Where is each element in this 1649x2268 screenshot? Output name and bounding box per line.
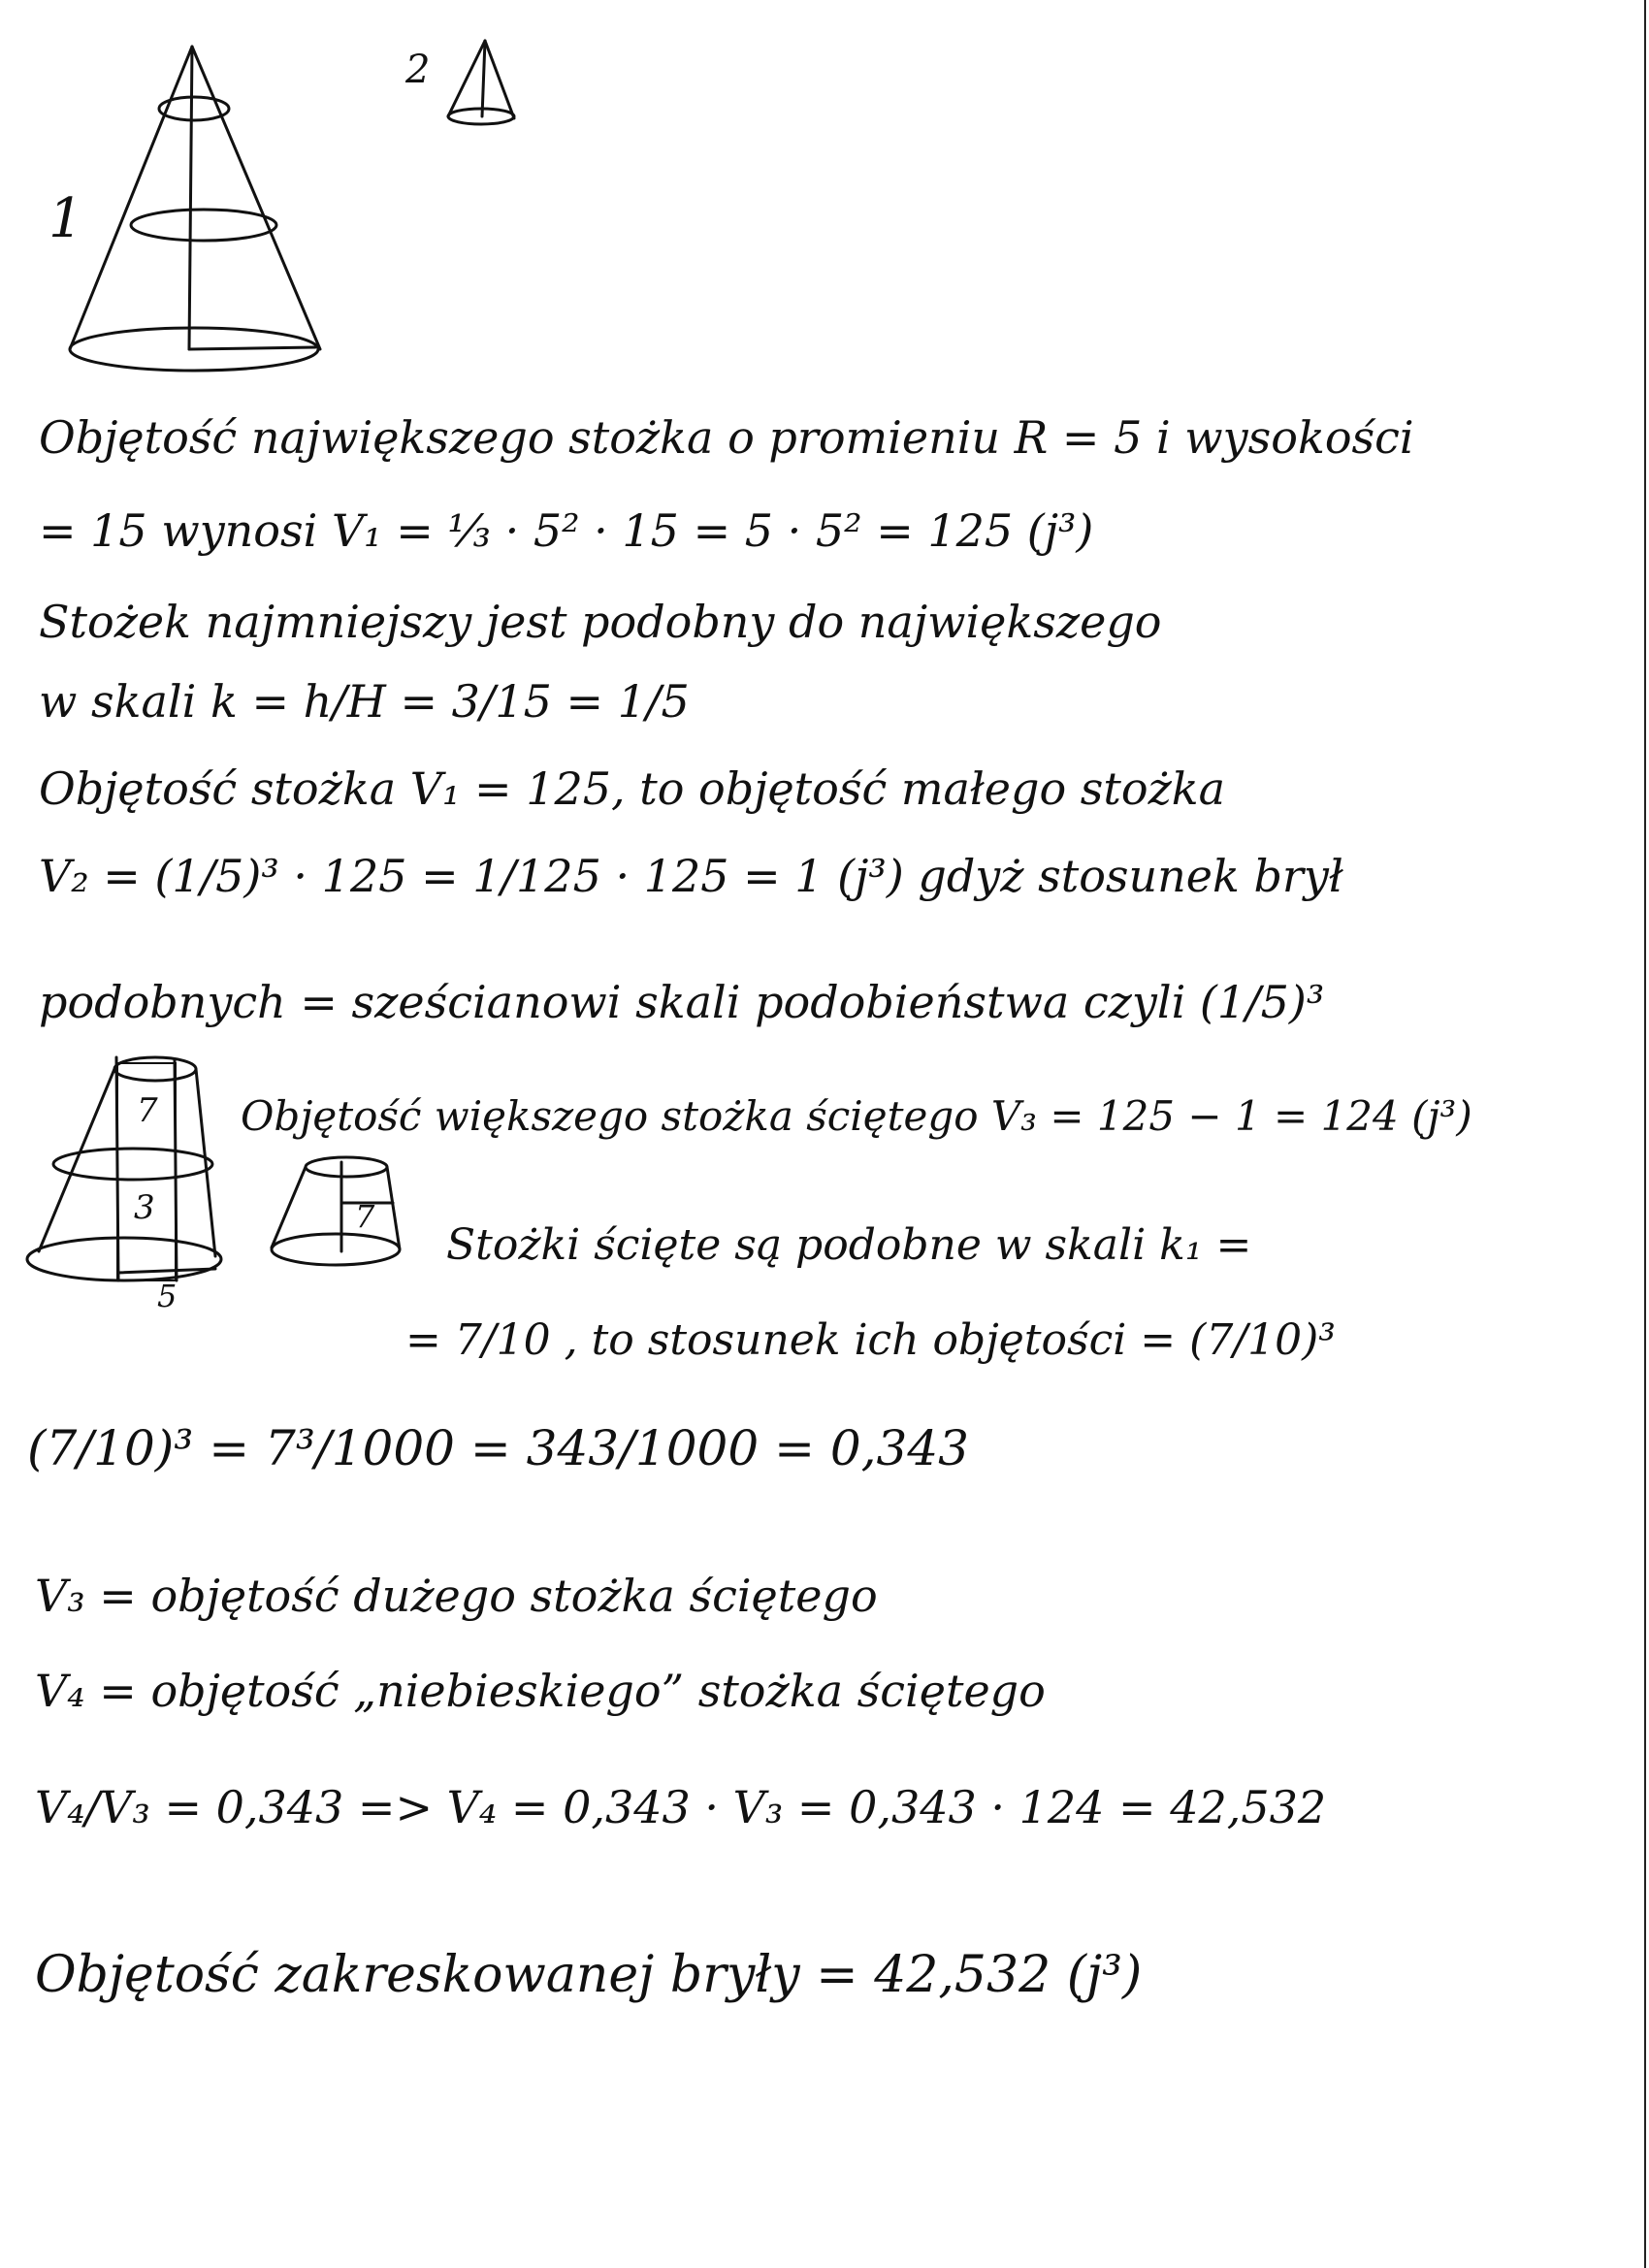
small-cone-label: 2 <box>405 48 431 92</box>
text-line-10: = 7/10 , to stosunek ich objętości = (7/10)³ <box>405 1315 1336 1365</box>
page-edge-line <box>1644 0 1646 2268</box>
text-line-13: V₄ = objętość „niebieskiego” stożka ściętego <box>35 1665 1046 1717</box>
text-line-12: V₃ = objętość dużego stożka ściętego <box>35 1570 878 1622</box>
text-line-1: Objętość największego stożka o promieniu R = 5 i wysokości <box>39 411 1414 464</box>
small-frustum-height-label: 7 <box>355 1198 375 1235</box>
text-line-2: = 15 wynosi V₁ = ⅓ · 5² · 15 = 5 · 5² = 125 (j³) <box>39 504 1094 557</box>
text-line-15: Objętość zakreskowanej bryły = 42,532 (j³) <box>35 1946 1143 2004</box>
large-cone-label: 1 <box>48 187 83 250</box>
text-line-14: V₄/V₃ = 0,343 => V₄ = 0,343 · V₃ = 0,343 · 124 = 42,532 <box>35 1781 1327 1833</box>
frustum-lower-height-label: 3 <box>134 1188 155 1227</box>
frustum-radius-label: 5 <box>157 1278 178 1314</box>
text-line-9: Stożki ścięte są podobne w skali k₁ = <box>446 1220 1252 1270</box>
text-line-4: w skali k = h/H = 3/15 = 1/5 <box>39 675 690 728</box>
text-line-8: Objętość większego stożka ściętego V₃ = 125 − 1 = 124 (j³) <box>241 1092 1472 1140</box>
small-frustum-sketch <box>272 1157 400 1265</box>
large-cone-sketch <box>70 47 320 371</box>
text-line-5: Objętość stożka V₁ = 125, to objętość małego stożka <box>39 762 1226 815</box>
small-cone-sketch <box>448 41 514 124</box>
text-line-7: podobnych = sześcianowi skali podobieństwa czyli (1/5)³ <box>39 976 1325 1028</box>
frustum-top-height-label: 7 <box>137 1091 158 1130</box>
text-line-11: (7/10)³ = 7³/1000 = 343/1000 = 0,343 <box>27 1420 969 1476</box>
text-line-6: V₂ = (1/5)³ · 125 = 1/125 · 125 = 1 (j³) gdyż stosunek brył <box>39 850 1343 902</box>
text-line-3: Stożek najmniejszy jest podobny do największego <box>39 596 1162 648</box>
large-frustum-sketch <box>27 1057 221 1280</box>
